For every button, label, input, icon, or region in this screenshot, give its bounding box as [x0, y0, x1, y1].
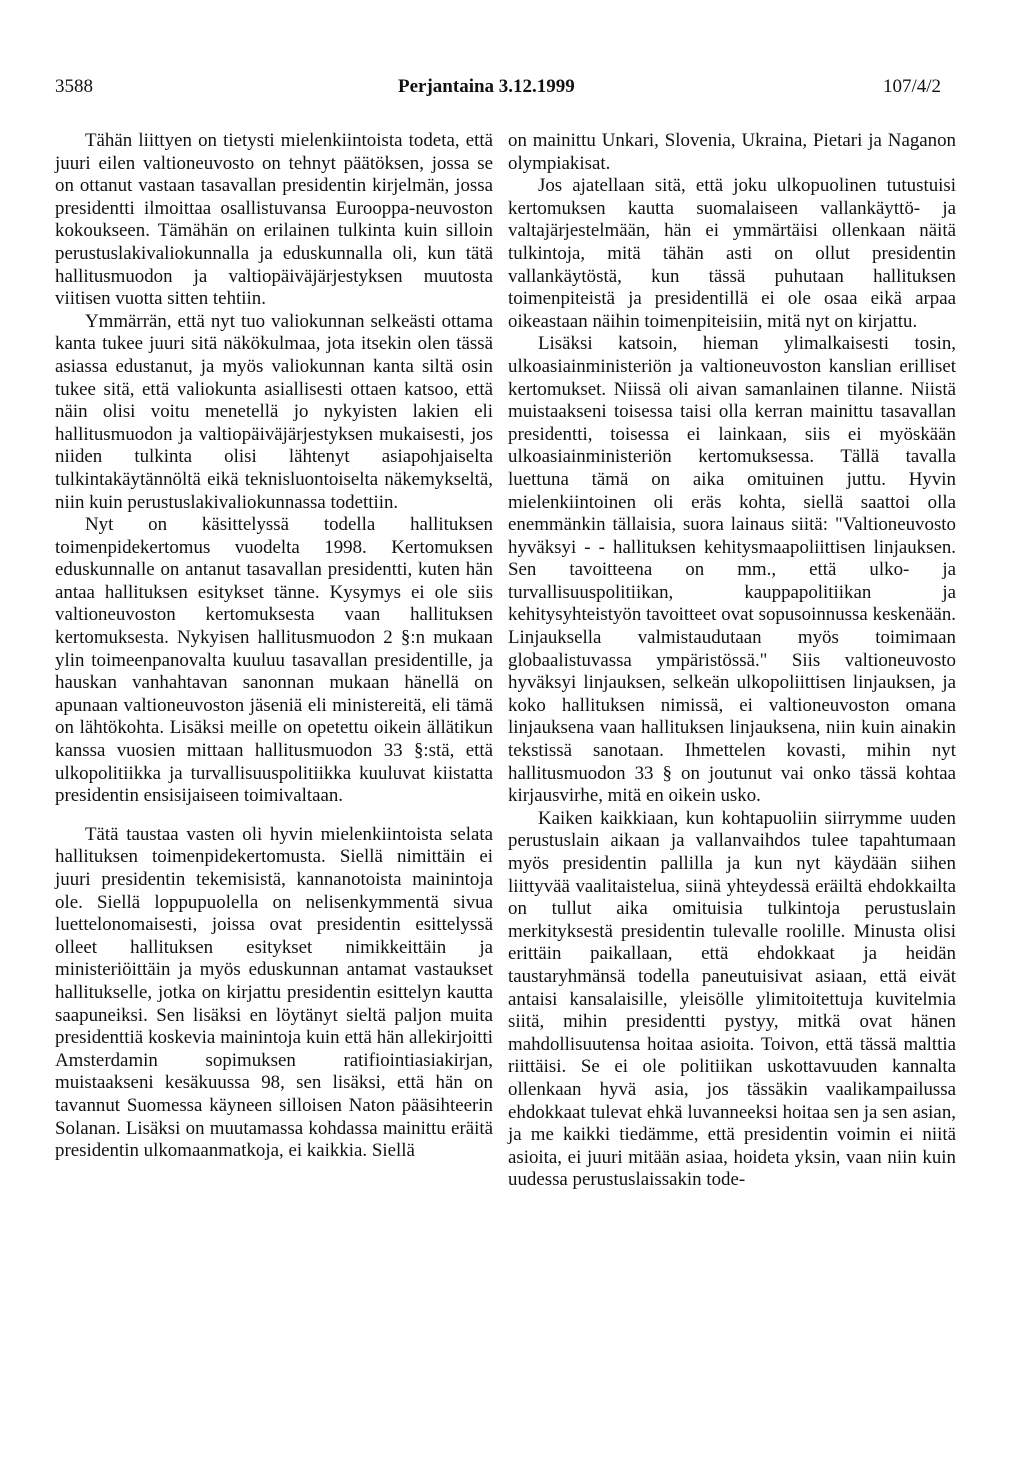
- paragraph: on mainittu Unkari, Slovenia, Ukraina, Pietari ja Naganon olympiakisat.: [508, 130, 956, 174]
- session-reference: 107/4/2: [883, 76, 942, 97]
- page-number: 3588: [55, 76, 93, 97]
- paragraph: Tätä taustaa vasten oli hyvin mielenkiintoista selata hallituksen toimenpidekertomusta. Siellä nimittäin ei juuri presidentin tekemisistä, kannanotoista mainintoja ole. Siellä loppupuolella on nelisenkymmentä sivua luettelonomaisesti, joissa ovat presidentin esittelyssä olleet hallituksen esitykset nimikkeittäin ja ministeriöittäin ja myös eduskunnan antamat vastaukset hallitukselle, jotka on kirjattu presidentin esittelyn kautta saapuneiksi. Sen lisäksi en löytänyt sieltä paljon muita presidenttiä koskevia mainintoja kuin että hän allekirjoitti Amsterdamin sopimuksen ratifiointiasiakirjan, muistaakseni kesäkuussa 98, sen lisäksi, että hän on tavannut Suomessa käyneen silloisen Naton pääsihteerin Solanan. Lisäksi on muutamassa kohdassa mainittu eräitä presidentin ulkomaanmatkoja, ei kaikkia. Siellä: [55, 823, 493, 1162]
- paragraph: Tähän liittyen on tietysti mielenkiintoista todeta, että juuri eilen valtioneuvosto on tehnyt päätöksen, jossa se on ottanut vastaan tasavallan presidentin kirjelmän, jossa presidentti ilmoittaa osallistuvansa Eurooppa-neuvoston kokoukseen. Tämähän on erilainen tulkinta kuin silloin perustuslakivaliokunnalla ja eduskunnalla oli, kun tätä hallitusmuodon ja valtiopäiväjärjestyksen muutosta viitisen vuotta sitten tehtiin.: [55, 130, 493, 310]
- paragraph: Lisäksi katsoin, hieman ylimalkaisesti tosin, ulkoasiainministeriön ja valtioneuvoston kanslian erilliset kertomukset. Niissä oli aivan samanlainen tilanne. Niistä muistaakseni toisessa taisi olla kerran mainittu tasavallan presidentti, toisessa ei lainkaan, siis ei myöskään ulkoasiainministeriön kertomuksessa. Tällä tavalla luettuna tämä on aika omituinen juttu. Hyvin mielenkiintoinen oli eräs kohta, siellä saattoi olla enemmänkin tällaisia, suora lainaus siitä: "Valtioneuvosto hyväksyi - - hallituksen kehitysmaapoliittisen linjauksen. Sen tavoitteena on mm., että ulko- ja turvallisuuspolitiikan, kauppapolitiikan ja kehitysyhteistyön tavoitteet ovat sopusoinnussa keskenään. Linjauksella valmistaudutaan myös toimimaan globaalistuvassa ympäristössä." Siis valtioneuvosto hyväksyi linjauksen, selkeän ulkopoliittisen linjauksen, ja koko hallituksen nimissä, ei valtioneuvoston omana linjauksena vaan hallituksen linjauksena, niin kuin ainakin tekstissä sanotaan. Ihmettelen kovasti, mihin nyt hallitusmuodon 33 § on joutunut vai onko tässä kohtaa kirjausvirhe, mitä en oikein usko.: [508, 333, 956, 807]
- paragraph: Ymmärrän, että nyt tuo valiokunnan selkeästi ottama kanta tukee juuri sitä näkökulmaa, jota itsekin olen tässä asiassa edustanut, ja myös valiokunnan kanta siltä osin tukee sitä, että valiokunta asiallisesti ottaen katsoo, että näin olisi voitu menetellä jo nykyisten lakien eli hallitusmuodon ja valtiopäiväjärjestyksen mukaisesti, jos niiden tulkinta olisi lähtenyt asiapohjaiselta tulkintakäytännöltä eikä teknisluontoiselta näkemykseltä, niin kuin perustuslakivaliokunnassa todettiin.: [55, 310, 493, 513]
- paragraph: Nyt on käsittelyssä todella hallituksen toimenpidekertomus vuodelta 1998. Kertomuksen eduskunnalle on antanut tasavallan presidentti, kuten hän antaa hallituksen esitykset tänne. Kysymys ei ole siis valtioneuvoston kertomuksesta vaan hallituksen kertomuksesta. Nykyisen hallitusmuodon 2 §:n mukaan ylin toimeenpanovalta kuuluu tasavallan presidentille, ja hauskan vanhahtavan sanonnan mukaan hänellä on apunaan valtioneuvoston jäseniä eli ministereitä, eli tämä on lähtökohta. Lisäksi meille on opetettu oikein ällätikun kanssa vuosien mittaan hallitusmuodon 33 §:stä, että ulkopolitiikka ja turvallisuuspolitiikka kuuluvat kiistatta presidentin ensisijaiseen toimivaltaan.: [55, 514, 493, 807]
- left-column: [55, 130, 493, 1163]
- session-date: Perjantaina 3.12.1999: [398, 76, 575, 97]
- paragraph: Kaiken kaikkiaan, kun kohtapuoliin siirrymme uuden perustuslain aikaan ja vallanvaihdos tulee tapahtumaan myös presidentin pallilla ja kun nyt käydään siihen liittyvää vaalitaistelua, siinä yhteydessä eräiltä ehdokkailta on tullut aika omituisia tulkintoja perustuslain merkityksestä presidentin tulevalle roolille. Minusta olisi erittäin paikallaan, että ehdokkaat ja heidän taustaryhmänsä todella paneutuisivat asiaan, että eivät antaisi kansalaisille, yleisölle ylimitoitettuja kuvitelmia siitä, mihin presidentti pystyy, mitkä ovat hänen mahdollisuutensa hoitaa asioita. Toivon, että tässä malttia riittäisi. Se ei ole politiikan uskottavuuden kannalta ollenkaan hyvä asia, jos tässäkin vaalikampailussa ehdokkaat tulevat ehkä luvanneeksi hoitaa sen ja sen asian, ja me kaikki tiedämme, että presidentin voimin ei niitä asioita, ei juuri mitään asiaa, hoideta yksin, vaan niin kuin uudessa perustuslaissakin tode-: [508, 807, 956, 1191]
- page-header: [0, 76, 1024, 106]
- paragraph: Jos ajatellaan sitä, että joku ulkopuolinen tutustuisi kertomuksen kautta suomalaiseen vallankäyttö- ja valtajärjestelmään, hän ei ymmärtäisi ollenkaan näitä tulkintoja, mitä tähän asti on ollut presidentin vallankäytöstä, kun tässä puhutaan hallituksen toimenpiteistä ja presidentillä ei ole osaa eikä arpaa oikeastaan näihin toimenpiteisiin, mitä nyt on kirjattu.: [508, 175, 956, 332]
- right-column: [508, 130, 956, 1192]
